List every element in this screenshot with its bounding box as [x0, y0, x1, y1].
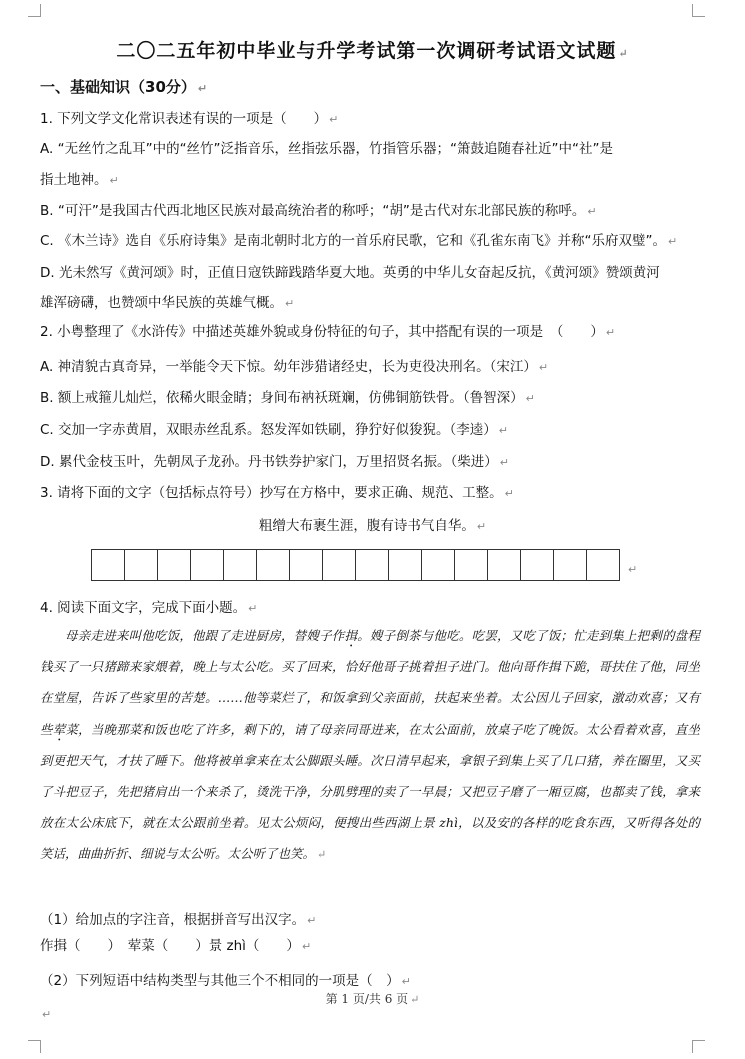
- page-footer: 第 1 页/共 6 页 ↵: [325, 992, 420, 1006]
- section-heading: 一、基础知识（30分） ↵: [40, 78, 208, 96]
- grid-cell[interactable]: [322, 549, 356, 581]
- grid-cell[interactable]: [388, 549, 422, 581]
- return-mark: ↵: [628, 563, 638, 576]
- sub-question-2: （2）下列短语中结构类型与其他三个不相同的一项是（ ） ↵: [40, 973, 411, 989]
- question-1-option-d-cont: 雄浑磅礴，也赞颂中华民族的英雄气概。 ↵: [40, 295, 295, 311]
- question-1-option-c: C. 《木兰诗》选自《乐府诗集》是南北朝时北方的一首乐府民歌，它和《孔雀东南飞》并称“乐府双璧”。 ↵: [40, 233, 678, 249]
- question-1-option-b: B. “可汗”是我国古代西北地区民族对最高统治者的称呼；“胡”是古代对东北部民族的称呼。 ↵: [40, 203, 597, 219]
- corner-mark: [28, 4, 41, 17]
- grid-cell[interactable]: [553, 549, 587, 581]
- grid-cell[interactable]: [256, 549, 290, 581]
- writing-grid[interactable]: [92, 549, 637, 581]
- grid-cell[interactable]: [421, 549, 455, 581]
- exam-title: 二〇二五年初中毕业与升学考试第一次调研考试语文试题 ↵: [116, 40, 629, 62]
- corner-mark: [28, 1040, 41, 1053]
- dotted-char: 荤: [52, 721, 66, 737]
- question-3-stem: 3. 请将下面的文字（包括标点符号）抄写在方格中，要求正确、规范、工整。 ↵: [40, 485, 514, 501]
- corner-mark: [692, 1040, 705, 1053]
- copy-text: 粗缯大布裹生涯，腹有诗书气自华。 ↵: [258, 518, 487, 534]
- question-2-option-c: C. 交加一字赤黄眉，双眼赤丝乱系。怒发浑如铁刷，狰狞好似狻猊。（李逵） ↵: [40, 422, 508, 438]
- grid-cell[interactable]: [454, 549, 488, 581]
- question-2-option-d: D. 累代金枝玉叶，先朝凤子龙孙。丹书铁券护家门，万里招贤名振。（柴进） ↵: [40, 454, 509, 470]
- grid-cell[interactable]: [157, 549, 191, 581]
- sub-question-1: （1）给加点的字注音，根据拼音写出汉字。 ↵: [40, 912, 317, 928]
- grid-cell[interactable]: [190, 549, 224, 581]
- question-1-option-a-cont: 指土地神。 ↵: [40, 172, 119, 188]
- question-4-stem: 4. 阅读下面文字，完成下面小题。 ↵: [40, 600, 258, 616]
- return-mark: ↵: [42, 1008, 52, 1021]
- question-1-stem: 1. 下列文学文化常识表述有误的一项是（ ） ↵: [40, 111, 339, 127]
- grid-cell[interactable]: [355, 549, 389, 581]
- grid-cell[interactable]: [520, 549, 554, 581]
- question-2-stem: 2. 小粤整理了《水浒传》中描述英雄外貌或身份特征的句子，其中搭配有误的一项是 （ ） ↵: [40, 324, 616, 340]
- reading-passage: 母亲走进来叫他吃饭，他跟了走进厨房，替嫂子作揖。嫂子倒茶与他吃。吃罢，又吃了饭；忙走到集上把剩的盘程钱买了一只猪蹄来家煨着，晚上与太公吃。买了回来，恰好他哥子挑着担子进门。他向哥作揖下跪，哥扶住了他，同坐在堂屋，告诉了些家里的苦楚。……他等菜烂了，和饭拿到父亲面前，扶起来坐着。太公因儿子回家，激动欢喜；又有些荤菜，当晚那菜和饭也吃了许多，剩下的，请了母亲同哥进来，在太公面前，放桌子吃了晚饭。太公看着欢喜，直坐到更把天气，才扶了睡下。他将被单拿来在太公脚跟头睡。次日清早起来，拿银子到集上买了几口猪，养在圈里，又买了斗把豆子，先把猪肩出一个来杀了，烫洗干净，分肌劈理的卖了一早晨；又把豆子磨了一厢豆腐，也都卖了钱，拿来放在太公床底下，就在太公跟前坐着。见太公烦闷，便搜出些西湖上景 zhì，以及安的各样的吃食东西，又听得各处的笑话，曲曲折折、细说与太公听。太公听了也笑。 ↵: [40, 628, 700, 862]
- question-1-option-d: D. 光未然写《黄河颂》时，正值日寇铁蹄践踏华夏大地。英勇的中华儿女奋起反抗，《黄河颂》赞颂黄河: [40, 265, 660, 281]
- grid-cell[interactable]: [487, 549, 521, 581]
- dotted-char: 揖: [344, 628, 358, 643]
- grid-cell[interactable]: [124, 549, 158, 581]
- question-2-option-a: A. 神清貌古真奇异，一举能令天下惊。幼年涉猎诸经史，长为吏役决刑名。（宋江） ↵: [40, 359, 549, 375]
- grid-cell[interactable]: [91, 549, 125, 581]
- question-1-option-a: A. “无丝竹之乱耳”中的“丝竹”泛指音乐，丝指弦乐器，竹指管乐器；“箫鼓追随春社近”中“社”是: [40, 141, 614, 157]
- grid-cell[interactable]: [586, 549, 620, 581]
- corner-mark: [692, 4, 705, 17]
- sub-question-1-items: 作揖（ ） 荤菜（ ）景 zhì（ ） ↵: [40, 938, 312, 954]
- question-2-option-b: B. 额上戒箍儿灿烂，依稀火眼金睛；身间布衲袄斑斓，仿佛铜筋铁骨。（鲁智深） ↵: [40, 390, 535, 406]
- grid-cell[interactable]: [289, 549, 323, 581]
- grid-cell[interactable]: [223, 549, 257, 581]
